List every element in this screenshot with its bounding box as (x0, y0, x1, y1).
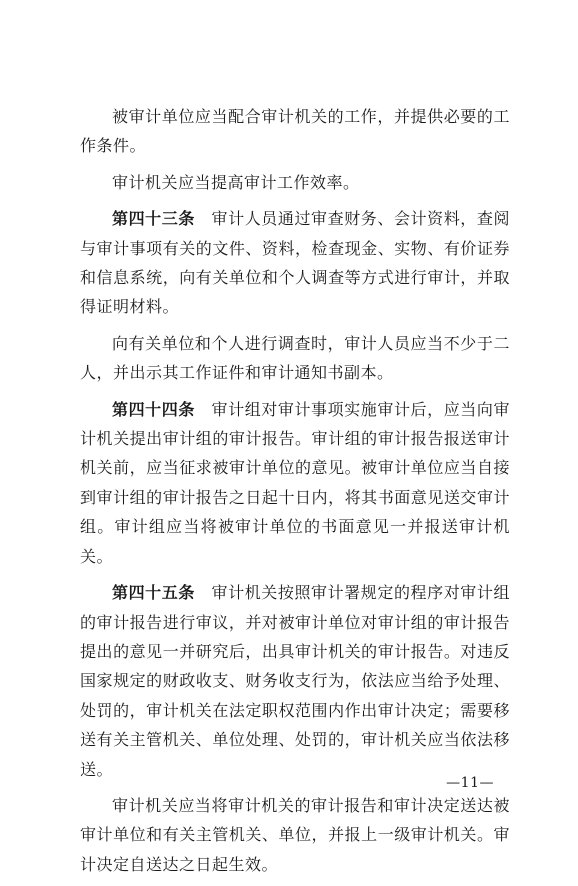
paragraph-text: 审计组对审计事项实施审计后，应当向审计机关提出审计组的审计报告。审计组的审计报告报送审计机关前，应当征求被审计单位的意见。被审计单位应当自接到审计组的审计报告之日起十日内，将其书面意见送交审计组。审计组应当将被审计单位的书面意见一并报送审计机关。 (80, 399, 510, 566)
article-label: 第四十三条 (112, 209, 195, 229)
paragraph-efficiency (80, 168, 510, 197)
paragraph-text: 审计机关应当将审计机关的审计报告和审计决定送达被审计单位和有关主管机关、单位，并报上一级审计机关。审计决定自送达之日起生效。 (80, 795, 510, 874)
paragraph-text: 审计机关应当提高审计工作效率。 (112, 172, 360, 192)
paragraph-cooperation (80, 102, 510, 161)
article-45 (80, 578, 510, 784)
page-number: —11— (446, 775, 494, 791)
article-43 (80, 204, 510, 322)
paragraph-text: 被审计单位应当配合审计机关的工作，并提供必要的工作条件。 (80, 107, 510, 156)
paragraph-text: 向有关单位和个人进行调查时，审计人员应当不少于二人，并出示其工作证件和审计通知书副本。 (80, 333, 510, 383)
paragraph-delivery (80, 791, 510, 879)
paragraph-text: 审计机关按照审计署规定的程序对审计组的审计报告进行审议，并对被审计单位对审计组的审计报告提出的意见一并研究后，出具审计机关的审计报告。对违反国家规定的财政收支、财务收支行为，依法应当给予处理、处罚的，审计机关在法定职权范围内作出审计决定；需要移送有关主管机关、单位处理、处罚的，审计机关应当依法移送。 (80, 583, 510, 779)
article-label: 第四十四条 (112, 399, 195, 419)
article-label: 第四十五条 (112, 583, 195, 603)
body-text (80, 102, 510, 886)
paragraph-text: 审计人员通过审查财务、会计资料，查阅与审计事项有关的文件、资料，检查现金、实物、有价证券和信息系统，向有关单位和个人调查等方式进行审计，并取得证明材料。 (80, 209, 510, 317)
paragraph-investigation (80, 329, 510, 388)
article-44 (80, 395, 510, 571)
